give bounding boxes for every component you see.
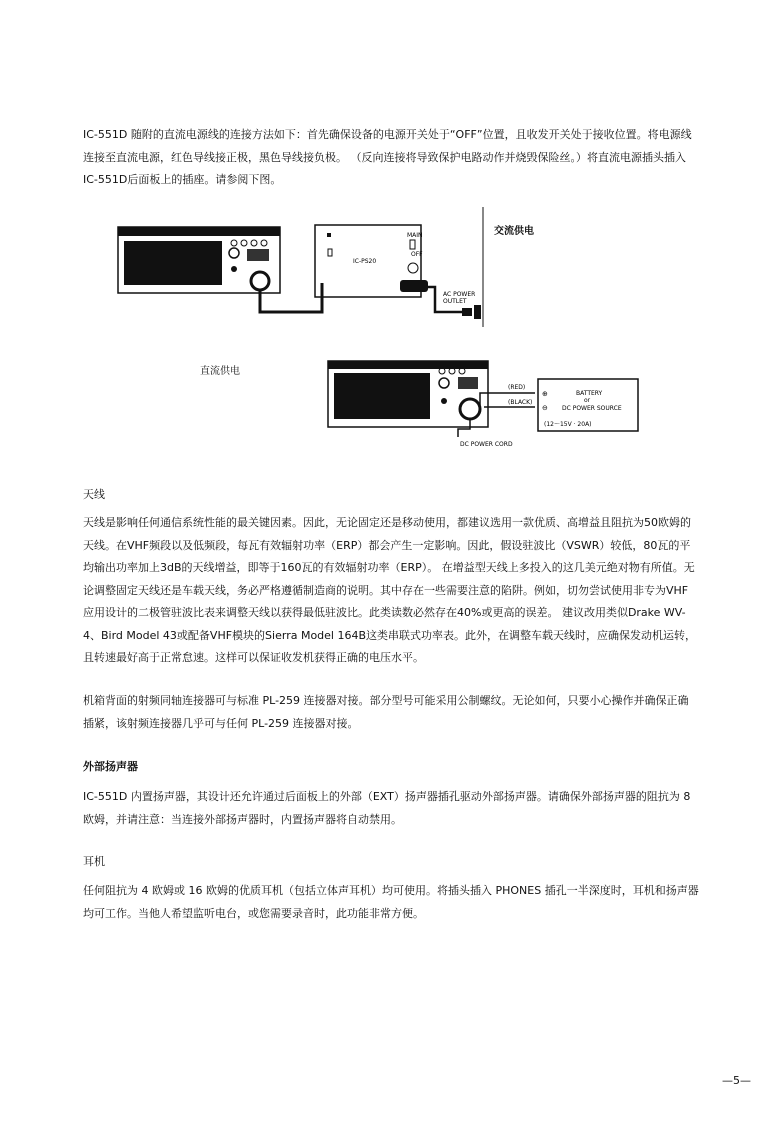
outlet-icon <box>474 305 481 319</box>
ac-power-diagram <box>110 205 510 330</box>
black-label: (BLACK) <box>508 399 533 406</box>
dc-section-label: 直流供电 <box>200 366 240 377</box>
fuse-icon <box>328 249 332 256</box>
knob-icon <box>231 240 237 246</box>
keypad-icon <box>247 249 269 261</box>
outlet-label-1: AC POWER <box>443 291 476 298</box>
plus-terminal: ⊕ <box>542 390 548 398</box>
dc-power-diagram <box>320 355 660 455</box>
keypad-icon <box>458 377 478 389</box>
main-switch-icon <box>410 240 415 249</box>
battery-label: BATTERY <box>576 390 603 397</box>
led-icon <box>327 233 331 237</box>
psu-label: IC-PS20 <box>353 258 377 265</box>
off-label: OFF <box>411 251 423 258</box>
knob-icon <box>261 240 267 246</box>
transceiver-display <box>334 373 430 419</box>
page-number: —5— <box>722 1074 751 1087</box>
knob-icon <box>229 248 239 258</box>
headphones-heading: 耳机 <box>83 855 105 868</box>
outlet-label-2: OUTLET <box>443 298 467 305</box>
knob-icon <box>251 240 257 246</box>
knob-icon <box>241 240 247 246</box>
dc-cord <box>260 283 322 312</box>
ac-plug-icon <box>400 280 428 292</box>
or-label: or <box>584 397 591 404</box>
main-label: MAIN <box>407 232 423 239</box>
speaker-heading: 外部扬声器 <box>83 760 138 773</box>
dc-socket-icon <box>460 399 480 419</box>
cord-label: DC POWER CORD <box>460 441 513 448</box>
transceiver-top-strip <box>118 227 280 236</box>
jack-icon <box>231 266 237 272</box>
headphones-paragraph: 任何阻抗为 4 欧姆或 16 欧姆的优质耳机（包括立体声耳机）均可使用。将插头插入 PHONES 插孔一半深度时，耳机和扬声器均可工作。当他人希望监听电台，或您需要录音时，此功能非常方便。 <box>83 884 699 920</box>
ac-section-label: 交流供电 <box>494 226 534 237</box>
dc-socket-icon <box>251 272 269 290</box>
transceiver-display <box>124 241 222 285</box>
antenna-heading: 天线 <box>83 488 105 501</box>
spec-label: (12～15V · 20A) <box>544 421 592 428</box>
red-label: (RED) <box>508 384 526 391</box>
minus-terminal: ⊖ <box>542 404 548 412</box>
antenna-paragraph: 天线是影响任何通信系统性能的最关键因素。因此，无论固定还是移动使用，都建议选用一款优质、高增益且阻抗为50欧姆的天线。在VHF频段以及低频段，每瓦有效辐射功率（ERP）都会产生一定影响。因此，假设驻波比（VSWR）较低，80瓦的平均输出功率加上3dB的天线增益，即等于160瓦的有效辐射功率（ERP）。 在增益型天线上多投入的这几美元绝对物有所值。无论调整固定天线还是车载天线，务必严格遵循制造商的说明。其中存在一些需要注意的陷阱。例如，切勿尝试使用非专为VHF应用设计的二极管驻波比表来调整天线以获得最低驻波比。此类读数必然存在40%或更高的误差。 建议改用类似Drake WV-4、Bird Model 43或配备VHF模块的Sierra Model 164B这类串联式功率表。此外，在调整车载天线时，应确保发动机运转，且转速最好高于正常怠速。这样可以保证收发机获得正确的电压水平。 <box>83 516 697 664</box>
transceiver-top-strip <box>328 361 488 369</box>
knob-icon <box>439 378 449 388</box>
ac-plug-head <box>462 308 472 316</box>
cord-loop <box>458 419 470 437</box>
speaker-paragraph: IC-551D 内置扬声器，其设计还允许通过后面板上的外部（EXT）扬声器插孔驱动外部扬声器。请确保外部扬声器的阻抗为 8 欧姆，并请注意：当连接外部扬声器时，内置扬声器将自动禁用。 <box>83 790 691 826</box>
intro-paragraph: IC-551D 随附的直流电源线的连接方法如下：首先确保设备的电源开关处于“OFF”位置，且收发开关处于接收位置。将电源线连接至直流电源，红色导线接正极，黑色导线接负极。 （反向连接将导致保护电路动作并烧毁保险丝。）将直流电源插头插入IC-551D后面板上的插座。请参阅下图。 <box>83 128 692 186</box>
jack-icon <box>441 398 447 404</box>
dc-source-label: DC POWER SOURCE <box>562 405 622 412</box>
knob-icon <box>408 263 418 273</box>
connector-paragraph: 机箱背面的射频同轴连接器可与标准 PL-259 连接器对接。部分型号可能采用公制螺纹。无论如何，只要小心操作并确保正确插紧，该射频连接器几乎可与任何 PL-259 连接器对接。 <box>83 694 689 730</box>
